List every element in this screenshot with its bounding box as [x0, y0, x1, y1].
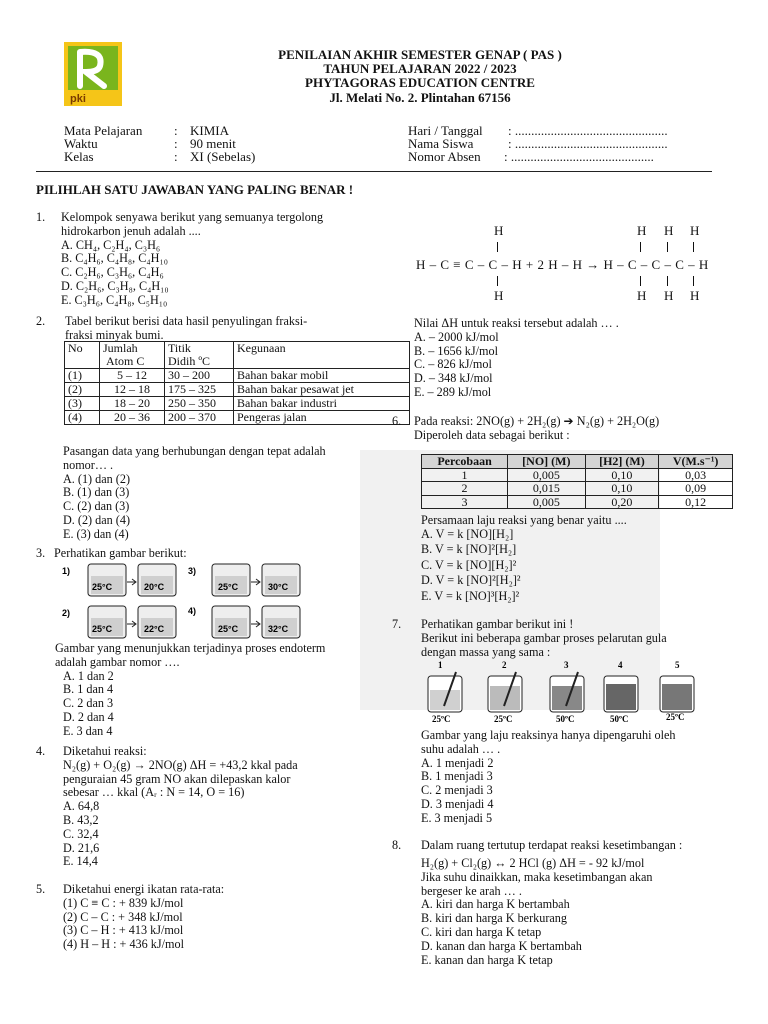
svg-text:20°C: 20°C: [144, 582, 165, 592]
q8-option-b[interactable]: B. kiri dan harga K berkurang: [421, 911, 567, 926]
svg-text:25ºC: 25ºC: [432, 714, 451, 724]
header-line-3: PHYTAGORAS EDUCATION CENTRE: [305, 75, 535, 90]
q2-option-c[interactable]: C. (2) dan (3): [63, 499, 130, 514]
q7-option-b[interactable]: B. 1 menjadi 3: [421, 769, 493, 784]
school-logo: [64, 42, 122, 106]
header-divider: [36, 171, 712, 172]
svg-text:pki: pki: [70, 93, 86, 105]
q5-reaction-structure: H H H H H – C ≡ C – C – H + 2 H – H → H – C – C – C – H H H H H: [416, 223, 709, 303]
q3-option-b[interactable]: B. 1 dan 4: [63, 682, 114, 697]
q2-table: No Jumlah Atom C Titik Didih ºC Kegunaan (1) 5 – 12 30 – 200 Bahan bakar mobil (2) 12 – 18 175 – 325 Bahan bakar pesawat jet (3) 18 – 20 250 – 350 Bahan bakar industri (4) 20 – 36 200 – 370 Pengeras jalan: [64, 341, 410, 425]
q3-option-c[interactable]: C. 2 dan 3: [63, 696, 114, 711]
svg-text:5: 5: [675, 660, 680, 670]
q7-options: Gambar yang laju reaksinya hanya dipengaruhi oleh suhu adalah … . A. 1 menjadi 2 B. 1 menjadi 3 C. 2 menjadi 3 D. 3 menjadi 4 E. 3 menjadi 5: [421, 728, 739, 825]
q7-option-a[interactable]: A. 1 menjadi 2: [421, 755, 494, 770]
svg-text:4: 4: [618, 660, 623, 670]
svg-text:50ºC: 50ºC: [610, 714, 629, 724]
question-1: 1. Kelompok senyawa berikut yang semuanya tergolong hidrokarbon jenuh adalah .... A. CH₄, C₂H₄, C₃H₆ B. C₄H₆, C₄H₈, C₄H₁₀ C. C₂H₆, C₃H₆, C₄H₆ D. C₂H₆, C₃H₈, C₄H₁₀ E. C₃H₆, C₄H₈, C₅H₁₀: [36, 210, 376, 224]
info-date: Hari / Tanggal : ...............................................: [408, 123, 668, 138]
svg-text:3): 3): [188, 566, 197, 576]
question-2: 2. Tabel berikut berisi data hasil penyulingan fraksi- fraksi minyak bumi. No Jumlah Atom C Titik Didih ºC Kegunaan (1) 5 – 12 30 – 200 Bahan bakar mobil (2) 12 – 18 175 – 325 Bahan bakar pesawat jet (3) 18 – 20 250 – 350 Bahan bakar industri (4) 20 – 36 200 – 370 Pengeras jalan Pasangan data yang berhubungan dengan tepat adalah nomor… . A. (1) dan (2) B. (1) dan (3) C. (2) dan (3) D. (2) dan (4) E. (3) dan (4): [36, 314, 386, 328]
q2-option-d[interactable]: D. (2) dan (4): [63, 512, 131, 527]
q6-option-a[interactable]: A. V = k [NO][H₂]: [421, 526, 514, 541]
q4-option-a[interactable]: A. 64,8: [63, 799, 100, 814]
question-8: 8. Dalam ruang tertutup terdapat reaksi kesetimbangan : H₂(g) + Cl₂(g) ↔ 2 HCl (g) ΔH = - 92 kJ/mol Jika suhu dinaikkan, maka kesetimbangan akan bergeser ke arah … . A. kiri dan harga K bertambah B. kiri dan harga K berkurang C. kiri dan harga K tetap D. kanan dan harga K bertambah E. kanan dan harga K tetap: [392, 838, 737, 852]
q4-option-e[interactable]: E. 14,4: [63, 854, 98, 869]
q5-option-d[interactable]: D. – 348 kJ/mol: [414, 371, 493, 386]
q6-option-d[interactable]: D. V = k [NO]²[H₂]²: [421, 573, 521, 588]
info-class: Kelas : XI (Sebelas): [64, 149, 256, 164]
question-5: 5. Diketahui energi ikatan rata-rata: (1) C ≡ C : + 839 kJ/mol (2) C – C : + 348 kJ/mol (3) C – H : + 413 kJ/mol (4) H – H : + 436 kJ/mol: [36, 882, 225, 952]
q2-option-e[interactable]: E. (3) dan (4): [63, 526, 129, 541]
info-time: Waktu : 90 menit: [64, 136, 236, 151]
info-subject: Mata Pelajaran : KIMIA: [64, 123, 229, 138]
q6-option-c[interactable]: C. V = k [NO][H₂]²: [421, 557, 517, 572]
q1-option-d[interactable]: D. C₂H₆, C₃H₈, C₄H₁₀: [61, 278, 169, 293]
svg-text:25°C: 25°C: [218, 582, 239, 592]
q8-option-d[interactable]: D. kanan dan harga K bertambah: [421, 938, 582, 953]
q7-option-e[interactable]: E. 3 menjadi 5: [421, 810, 493, 825]
q8-option-e[interactable]: E. kanan dan harga K tetap: [421, 952, 553, 967]
q5-option-c[interactable]: C. – 826 kJ/mol: [414, 357, 492, 372]
q3-options: Gambar yang menunjukkan terjadinya proses endoterm adalah gambar nomor …. A. 1 dan 2 B. 1 dan 4 C. 2 dan 3 D. 2 dan 4 E. 3 dan 4: [55, 641, 385, 738]
q7-option-c[interactable]: C. 2 menjadi 3: [421, 783, 493, 798]
q2-option-b[interactable]: B. (1) dan (3): [63, 485, 130, 500]
q4-option-b[interactable]: B. 43,2: [63, 812, 99, 827]
svg-text:25°C: 25°C: [92, 624, 113, 634]
svg-text:25ºC: 25ºC: [666, 712, 685, 722]
q3-option-d[interactable]: D. 2 dan 4: [63, 709, 114, 724]
svg-text:1): 1): [62, 566, 71, 576]
info-number: Nomor Absen : ............................................: [408, 149, 654, 164]
q4-option-d[interactable]: D. 21,6: [63, 840, 100, 855]
q6-options: Persamaan laju reaksi yang benar yaitu .... A. V = k [NO][H₂] B. V = k [NO]²[H₂] C. V = k [NO][H₂]² D. V = k [NO]²[H₂]² E. V = k [NO]³[H₂]²: [421, 513, 741, 604]
q8-option-a[interactable]: A. kiri dan harga K bertambah: [421, 897, 570, 912]
info-left: [64, 124, 255, 163]
q8-reaction: H₂(g) + Cl₂(g) ↔ 2 HCl (g) ΔH = - 92 kJ/mol: [421, 855, 645, 870]
question-3: 3. Perhatikan gambar berikut:: [36, 546, 187, 560]
svg-text:25°C: 25°C: [92, 582, 113, 592]
q6-option-e[interactable]: E. V = k [NO]³[H₂]²: [421, 588, 520, 603]
svg-text:2: 2: [502, 660, 507, 670]
q6-table: Percobaan [NO] (M) [H2] (M) V(M.s⁻¹) 1 0,005 0,10 0,03 2 0,015 0,10 0,09 3 0,005 0,20 0,12: [421, 454, 733, 509]
q5-option-e[interactable]: E. – 289 kJ/mol: [414, 384, 492, 399]
svg-text:50ºC: 50ºC: [556, 714, 575, 724]
q1-option-e[interactable]: E. C₃H₆, C₄H₈, C₅H₁₀: [61, 292, 168, 307]
svg-text:4): 4): [188, 606, 197, 616]
q2-option-a[interactable]: A. (1) dan (2): [63, 471, 131, 486]
svg-text:22°C: 22°C: [144, 624, 165, 634]
header-line-4: Jl. Melati No. 2. Plintahan 67156: [329, 90, 511, 105]
svg-text:32°C: 32°C: [268, 624, 289, 634]
info-name: Nama Siswa : ...............................................: [408, 136, 668, 151]
svg-text:30°C: 30°C: [268, 582, 289, 592]
q3-option-e[interactable]: E. 3 dan 4: [63, 723, 113, 738]
q1-option-c[interactable]: C. C₂H₆, C₃H₆, C₄H₆: [61, 265, 164, 280]
q1-option-a[interactable]: A. CH₄, C₂H₄, C₃H₆: [61, 237, 161, 252]
q4-option-c[interactable]: C. 32,4: [63, 826, 99, 841]
question-4: 4. Diketahui reaksi: N₂(g) + O₂(g) → 2NO(g) ΔH = +43,2 kkal pada penguraian 45 gram NO akan dilepaskan kalor sebesar … kkal (Aᵣ : N = 14, O = 16) A. 64,8 B. 43,2 C. 32,4 D. 21,6 E. 14,4: [36, 744, 386, 758]
q3-beaker-figure: [60, 558, 340, 646]
svg-text:3: 3: [564, 660, 569, 670]
svg-text:25ºC: 25ºC: [494, 714, 513, 724]
svg-text:25°C: 25°C: [218, 624, 239, 634]
q5-options: Nilai ΔH untuk reaksi tersebut adalah … . A. – 2000 kJ/mol B. – 1656 kJ/mol C. – 826 kJ/mol D. – 348 kJ/mol E. – 289 kJ/mol: [414, 316, 744, 399]
question-6: 6. Pada reaksi: 2NO(g) + 2H₂(g) ➔ N₂(g) + 2H₂O(g) Diperoleh data sebagai berikut :: [392, 414, 660, 442]
q6-option-b[interactable]: B. V = k [NO]²[H₂]: [421, 542, 517, 557]
q5-option-b[interactable]: B. – 1656 kJ/mol: [414, 343, 498, 358]
q8-option-c[interactable]: C. kiri dan harga K tetap: [421, 924, 542, 939]
q3-option-a[interactable]: A. 1 dan 2: [63, 668, 114, 683]
q5-option-a[interactable]: A. – 2000 kJ/mol: [414, 329, 499, 344]
header-line-2: TAHUN PELAJARAN 2022 / 2023: [323, 61, 517, 76]
header-line-1: PENILAIAN AKHIR SEMESTER GENAP ( PAS ): [278, 47, 562, 62]
q7-dissolution-figure: [420, 658, 720, 724]
question-7: 7. Perhatikan gambar berikut ini ! Berikut ini beberapa gambar proses pelarutan gula dengan massa yang sama :: [392, 617, 667, 659]
instruction: PILIHLAH SATU JAWABAN YANG PALING BENAR !: [36, 182, 354, 197]
svg-text:2): 2): [62, 608, 71, 618]
svg-text:1: 1: [438, 660, 443, 670]
q7-option-d[interactable]: D. 3 menjadi 4: [421, 796, 494, 811]
info-right: [408, 124, 668, 163]
q1-option-b[interactable]: B. C₄H₆, C₄H₈, C₄H₁₀: [61, 251, 168, 266]
